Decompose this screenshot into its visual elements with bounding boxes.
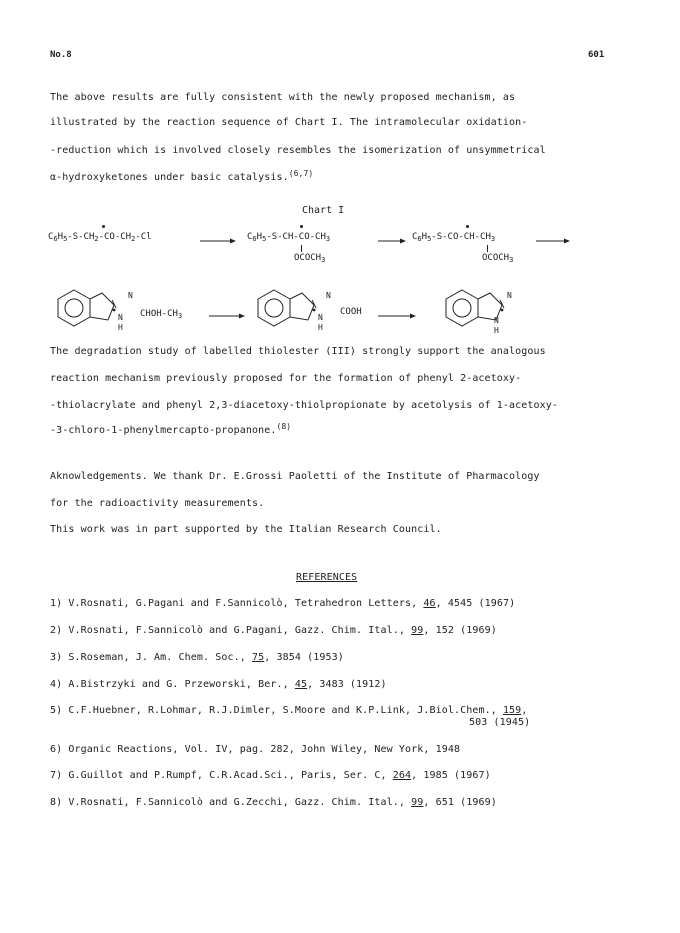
text-line-content: -3-chloro-1-phenylmercapto-propanone. (50, 425, 277, 436)
text-line: Aknowledgements. We thank Dr. E.Grossi Paoletti of the Institute of Pharmacology (50, 471, 540, 482)
atom-n: N (128, 291, 133, 300)
compound-chloroketone: $C_6H_5-S-CH_2-CO-CH_2-Cl$ (48, 232, 152, 243)
atom-h: H (318, 323, 323, 332)
atom-nh: N (118, 313, 123, 322)
reference-item: 1) V.Rosnati, G.Pagani and F.Sannicolò, Tetrahedron Letters, 46, 4545 (1967) (50, 598, 516, 609)
reaction-arrow (209, 313, 245, 319)
text-line: -thiolacrylate and phenyl 2,3-diacetoxy-thiolpropionate by acetolysis of 1-acetoxy- (50, 400, 559, 411)
citation: (8) (276, 422, 292, 431)
atom-n: N (507, 291, 512, 300)
reference-item: 7) G.Guillot and P.Rumpf, C.R.Acad.Sci., Paris, Ser. C, 264, 1985 (1967) (50, 770, 491, 781)
text-line: for the radioactivity measurements. (50, 498, 265, 509)
text-line (50, 169, 314, 183)
benzimidazole-ring (450, 288, 530, 334)
label-dot (102, 225, 105, 228)
substituent-acetoxy: $OCOCH_3$ (482, 253, 514, 264)
reference-item: 3) S.Roseman, J. Am. Chem. Soc., 75, 3854 (1953) (50, 652, 344, 663)
side-chain: COOH (340, 307, 362, 317)
references-heading: REFERENCES (296, 572, 358, 583)
page-number: 601 (588, 50, 605, 60)
compound-thiolester: $C_6H_5-S-CO-CH-CH_3$ (412, 232, 496, 243)
label-dot (466, 225, 469, 228)
text-line: This work was in part supported by the Italian Research Council. (50, 524, 442, 535)
text-line: -reduction which is involved closely resembles the isomerization of unsymmetrical (50, 145, 546, 156)
journal-number: No.8 (50, 50, 72, 60)
text-line (50, 422, 292, 436)
text-line-content: α-hydroxyketones under basic catalysis. (50, 172, 289, 183)
reference-item: 2) V.Rosnati, F.Sannicolò and G.Pagani, Gazz. Chim. Ital., 99, 152 (1969) (50, 625, 497, 636)
reference-item: 4) A.Bistrzyki and G. Przeworski, Ber., 45, 3483 (1912) (50, 679, 387, 690)
chart-title: Chart I (302, 205, 345, 216)
reference-item: 5) C.F.Huebner, R.Lohmar, R.J.Dimler, S.Moore and K.P.Link, J.Biol.Chem., 159, (50, 705, 528, 716)
atom-h: H (494, 326, 499, 335)
label-dot (300, 225, 303, 228)
text-line: The above results are fully consistent with the newly proposed mechanism, as (50, 92, 516, 103)
atom-nh: N (494, 316, 499, 325)
text-line: reaction mechanism previously proposed for the formation of phenyl 2-acetoxy- (50, 373, 522, 384)
substituent-acetoxy: $OCOCH_3$ (294, 253, 326, 264)
reaction-arrow (378, 238, 406, 244)
reference-item: 8) V.Rosnati, F.Sannicolò and G.Zecchi, Gazz. Chim. Ital., 99, 651 (1969) (50, 797, 497, 808)
reaction-arrow (200, 238, 236, 244)
side-chain: CHOH-$CH_3$ (140, 309, 183, 320)
reference-item: 6) Organic Reactions, Vol. IV, pag. 282, John Wiley, New York, 1948 (50, 744, 461, 755)
citation: (6,7) (288, 169, 314, 178)
atom-nh: N (318, 313, 323, 322)
bond-line (301, 245, 302, 252)
compound-acetoxy-ketone: $C_6H_5-S-CH-CO-CH_3$ (247, 232, 331, 243)
text-line: The degradation study of labelled thiolester (III) strongly support the analogous (50, 346, 546, 357)
reference-continuation: 503 (1945) (469, 717, 531, 728)
reaction-arrow (378, 313, 416, 319)
atom-n: N (326, 291, 331, 300)
atom-h: H (118, 323, 123, 332)
bond-line (487, 245, 488, 252)
reaction-arrow (536, 238, 570, 244)
text-line: illustrated by the reaction sequence of Chart I. The intramolecular oxidation- (50, 117, 528, 128)
